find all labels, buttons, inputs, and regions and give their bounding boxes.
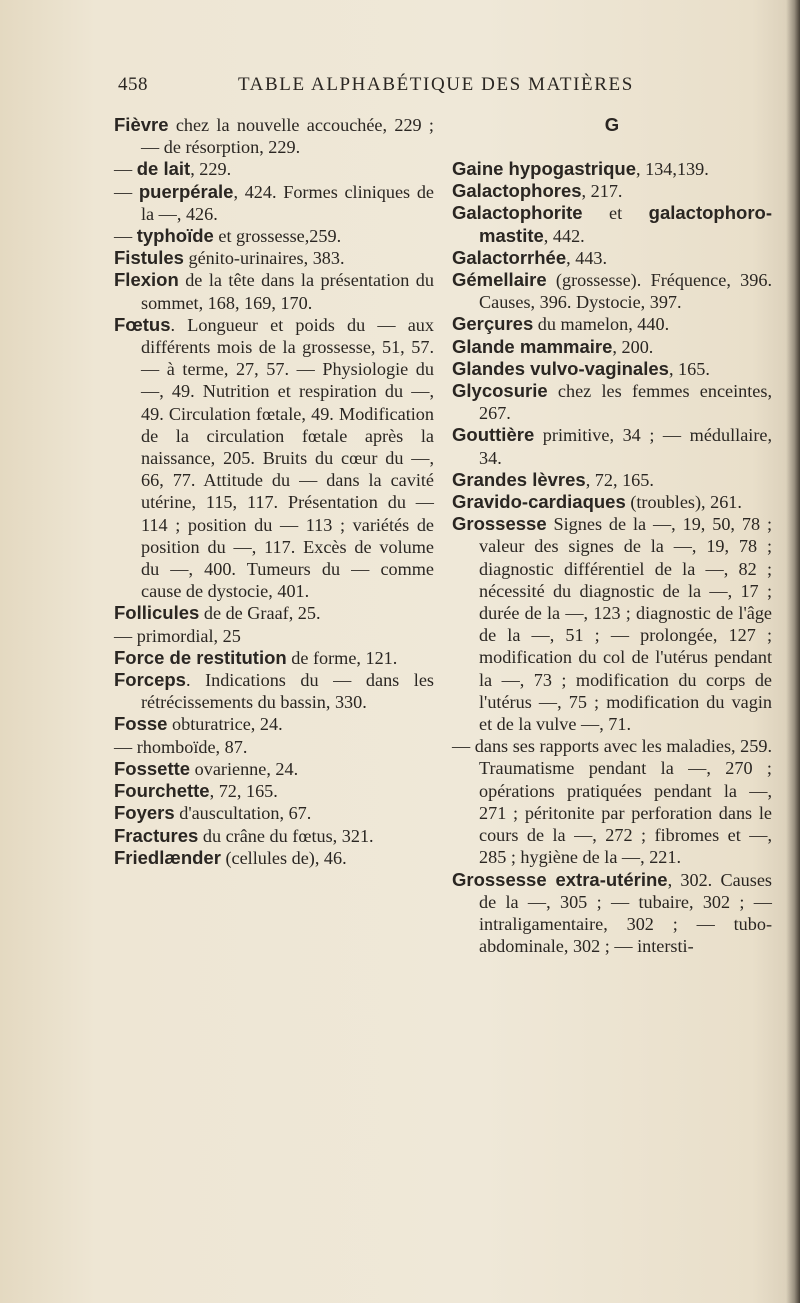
entry-headword: Gouttière [452, 424, 535, 446]
entry-text: dans ses rapports avec les maladies, 259. Traumatisme pendant la —, 270 ; opérations pratiquées pendant la —, 271 ; péritonite par perforation dans le cours de la —, 272 ; fibromes et —, 285 ; hygiène de la —, 221. [474, 736, 772, 868]
entry-headword: Fractures [114, 824, 199, 846]
index-entry [452, 513, 772, 735]
entry-text: et grossesse,259. [213, 226, 342, 247]
section-letter: G [604, 114, 620, 135]
index-entry [452, 202, 772, 246]
entry-text: , 200. [612, 336, 654, 357]
entry-text: de de Graaf, 25. [199, 603, 321, 624]
entry-headword: Fièvre [114, 114, 169, 135]
page-header [0, 74, 800, 104]
running-title: TABLE ALPHABÉTIQUE DES MATIÈRES [238, 74, 634, 95]
entry-headword: Gerçures [452, 313, 534, 335]
entry-headword: Force de restitution [114, 646, 287, 668]
entry-headword: Friedlænder [114, 846, 221, 868]
entry-text: du crâne du fœtus, 321. [198, 825, 374, 846]
entry-dash: — [114, 226, 137, 247]
entry-text: ovarienne, 24. [190, 758, 299, 779]
entry-text: (cellules de), 46. [220, 847, 347, 868]
index-entry [114, 758, 434, 780]
entry-headword: typhoïde [136, 225, 214, 247]
entry-text: génito-urinaires, 383. [183, 248, 345, 269]
entry-text: obturatrice, 24. [167, 714, 283, 735]
entry-headword: Glande mammaire [452, 335, 613, 357]
entry-headword: Galactophores [452, 180, 582, 202]
entry-headword: puerpérale [138, 180, 234, 202]
entry-headword: Glandes vulvo-vaginales [452, 357, 669, 379]
entry-headword: Gémellaire [452, 269, 547, 291]
index-entry [114, 847, 434, 869]
entry-headword: Galactorrhée [452, 246, 567, 268]
index-entry [114, 780, 434, 802]
index-entry [114, 625, 434, 647]
index-entry [114, 802, 434, 824]
entry-headword: Gaine hypogastrique [452, 158, 637, 179]
entry-text: . Indications du — dans les rétrécissements du bassin, 330. [141, 670, 434, 713]
index-entry [114, 158, 434, 180]
index-entry [452, 735, 772, 868]
entry-headword: Grossesse extra-utérine [452, 868, 668, 890]
entry-headword: Foyers [114, 802, 175, 824]
entry-text: , 134,139. [636, 159, 709, 179]
entry-headword: Fistules [114, 247, 184, 269]
entry-text: de la tête dans la présentation du sommet, 168, 169, 170. [141, 270, 434, 313]
index-entry [452, 336, 772, 358]
index-entry [452, 424, 772, 468]
index-entry [452, 469, 772, 491]
entry-text: , 302. Causes de la —, 305 ; — tubaire, 302 ; — intraligamentaire, 302 ; — tubo-abdominale, 302 ; — intersti- [479, 869, 772, 957]
index-entry [114, 314, 434, 603]
page-edge-shadow [786, 0, 800, 1303]
entry-text: et [582, 203, 649, 224]
index-entry [114, 247, 434, 269]
index-entry [114, 736, 434, 758]
index-entry [452, 869, 772, 958]
entry-text: rhomboïde, 87. [136, 736, 248, 757]
entry-headword: Gravido-cardiaques [452, 491, 626, 513]
entry-headword: galactophoro-mastite [479, 202, 772, 246]
entry-text: Signes de la —, 19, 50, 78 ; valeur des signes de la —, 19, 78 ; diagnostic différentiel de la —, 82 ; nécessité du diagnostic de la —, 17 ; durée de la —, 123 ; diagnostic de l'âge de la —, 51 ; — prolongée, 127 ; modification du col de l'utérus pendant la —, 73 ; modification du corps de l'utérus —, 75 ; modification du vagin et de la vulve —, 71. [479, 514, 772, 735]
index-entry [114, 602, 434, 624]
entry-dash: — [452, 736, 475, 757]
index-entry [452, 247, 772, 269]
entry-text: (grossesse). Fréquence, 396. Causes, 396. Dystocie, 397. [479, 270, 772, 313]
entry-text: , 229. [190, 159, 232, 180]
index-entry [452, 358, 772, 380]
entry-dash: — [114, 159, 137, 180]
entry-headword: Fourchette [114, 780, 210, 802]
entry-text: , 165. [668, 358, 710, 379]
index-entry [114, 181, 434, 225]
index-entry [452, 380, 772, 424]
index-column-left [114, 114, 434, 869]
index-entry [114, 825, 434, 847]
entry-text: , 72, 165. [209, 781, 278, 802]
entry-text: . Longueur et poids du — aux différents mois de la grossesse, 51, 57. — à terme, 27, 57. — Physiologie du —, 49. Nutrition et respiration du —, 49. Circulation fœtale, 49. Modification de la circulation fœtale après la naissance, 205. Bruits du cœur du —, 66, 77. Attitude du — dans la cavité utérine, 115, 117. Présentation du — 114 ; position du — 113 ; variétés de position du —, 117. Excès de volume du —, 400. Tumeurs du — comme cause de dystocie, 401. [141, 314, 434, 602]
index-entry [114, 269, 434, 313]
entry-dash: — [114, 625, 137, 646]
index-entry [114, 713, 434, 735]
entry-text: chez les femmes enceintes, 267. [479, 381, 772, 424]
index-entry [452, 158, 772, 180]
entry-dash: — [114, 181, 139, 202]
index-entry [452, 313, 772, 335]
entry-headword: Glycosurie [452, 380, 548, 402]
index-entry [114, 669, 434, 713]
entry-text: d'auscultation, 67. [174, 803, 312, 824]
entry-text: primitive, 34 ; — médullaire, 34. [479, 425, 772, 468]
entry-text: (troubles), 261. [625, 492, 742, 513]
index-column-right [452, 114, 772, 957]
entry-text: de forme, 121. [286, 647, 398, 668]
entry-text: chez la nouvelle accouchée, 229 ; — de résorption, 229. [141, 115, 434, 158]
entry-text: , 424. Formes cliniques de la —, 426. [141, 181, 434, 224]
index-entry [114, 114, 434, 158]
page-number: 458 [118, 74, 148, 95]
index-entry [114, 647, 434, 669]
entry-headword: Flexion [114, 269, 179, 291]
entry-text: primordial, 25 [136, 625, 241, 646]
index-entry [452, 269, 772, 313]
entry-headword: Forceps [114, 669, 186, 691]
entry-text: , 72, 165. [585, 469, 654, 490]
index-entry [452, 491, 772, 513]
entry-headword: Grossesse [452, 513, 547, 535]
entry-dash: — [114, 736, 137, 757]
index-entry [452, 180, 772, 202]
entry-headword: Fosse [114, 713, 168, 735]
entry-headword: Fossette [114, 757, 191, 779]
entry-text: , 442. [543, 225, 585, 246]
entry-headword: de lait [136, 158, 191, 180]
entry-text: , 443. [566, 247, 608, 268]
entry-headword: Follicules [114, 602, 200, 624]
entry-headword: Grandes lèvres [452, 468, 586, 490]
entry-text: du mamelon, 440. [533, 314, 670, 335]
entry-text: , 217. [581, 181, 623, 202]
entry-headword: Fœtus [114, 313, 171, 335]
index-entry [114, 225, 434, 247]
entry-headword: Galactophorite [452, 202, 583, 224]
